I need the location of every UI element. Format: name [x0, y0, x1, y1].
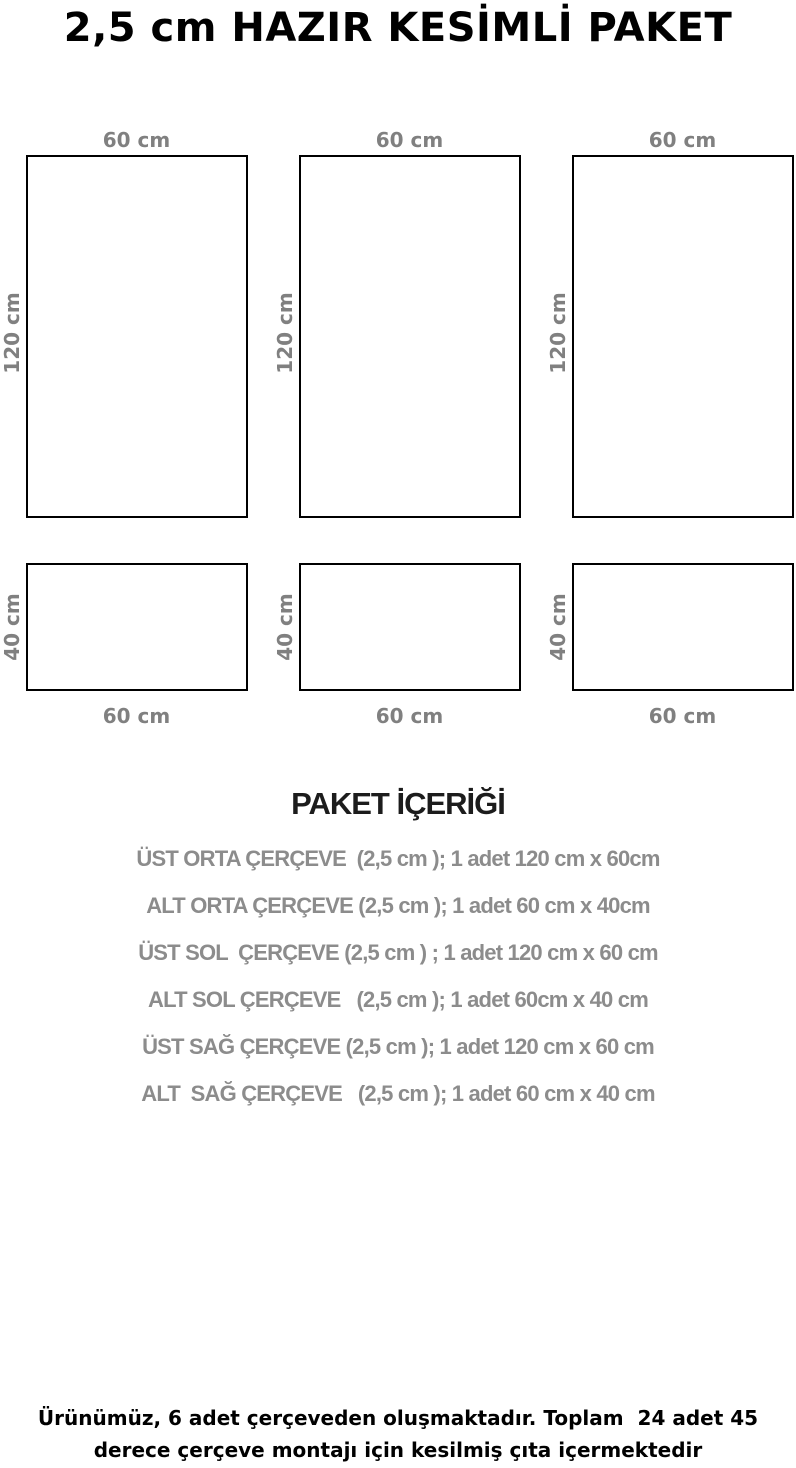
- top-frame-3-height-label: 120 cm: [546, 292, 570, 374]
- top-frame-3: [572, 155, 794, 518]
- top-frame-2-width-label: 60 cm: [375, 128, 444, 152]
- list-item: ÜST SAĞ ÇERÇEVE (2,5 cm ); 1 adet 120 cm x 60 cm: [142, 1034, 654, 1059]
- package-contents-title: PAKET İÇERİĞİ: [291, 786, 505, 821]
- top-frame-1-height-label: 120 cm: [0, 292, 24, 374]
- bottom-frame-2-width-label: 60 cm: [375, 704, 444, 728]
- bottom-frame-1-width-label: 60 cm: [102, 704, 171, 728]
- list-item: ALT SAĞ ÇERÇEVE (2,5 cm ); 1 adet 60 cm x 40 cm: [141, 1081, 655, 1106]
- list-item: ÜST ORTA ÇERÇEVE (2,5 cm ); 1 adet 120 cm x 60cm: [136, 846, 660, 871]
- bottom-frame-2: [299, 563, 521, 691]
- top-frame-3-width-label: 60 cm: [648, 128, 717, 152]
- footer-note-line-1: Ürünümüz, 6 adet çerçeveden oluşmaktadır. Toplam 24 adet 45: [37, 1406, 759, 1430]
- bottom-frame-2-height-label: 40 cm: [273, 593, 297, 661]
- bottom-frame-3-height-label: 40 cm: [546, 593, 570, 661]
- top-frame-2: [299, 155, 521, 518]
- footer-note: [0, 1402, 796, 1466]
- bottom-frame-3: [572, 563, 794, 691]
- bottom-frame-1: [26, 563, 248, 691]
- list-item: ÜST SOL ÇERÇEVE (2,5 cm ) ; 1 adet 120 cm x 60 cm: [138, 940, 658, 965]
- list-item: ALT ORTA ÇERÇEVE (2,5 cm ); 1 adet 60 cm x 40cm: [146, 893, 650, 918]
- bottom-frame-1-height-label: 40 cm: [0, 593, 24, 661]
- list-item: ALT SOL ÇERÇEVE (2,5 cm ); 1 adet 60cm x 40 cm: [148, 987, 648, 1012]
- page-title: 2,5 cm HAZIR KESİMLİ PAKET: [63, 5, 733, 51]
- top-frame-2-height-label: 120 cm: [273, 292, 297, 374]
- footer-note-line-2: derece çerçeve montajı için kesilmiş çıta içermektedir: [93, 1438, 703, 1462]
- top-frame-1: [26, 155, 248, 518]
- package-contents-list: [0, 838, 796, 1120]
- top-frame-1-width-label: 60 cm: [102, 128, 171, 152]
- bottom-frame-3-width-label: 60 cm: [648, 704, 717, 728]
